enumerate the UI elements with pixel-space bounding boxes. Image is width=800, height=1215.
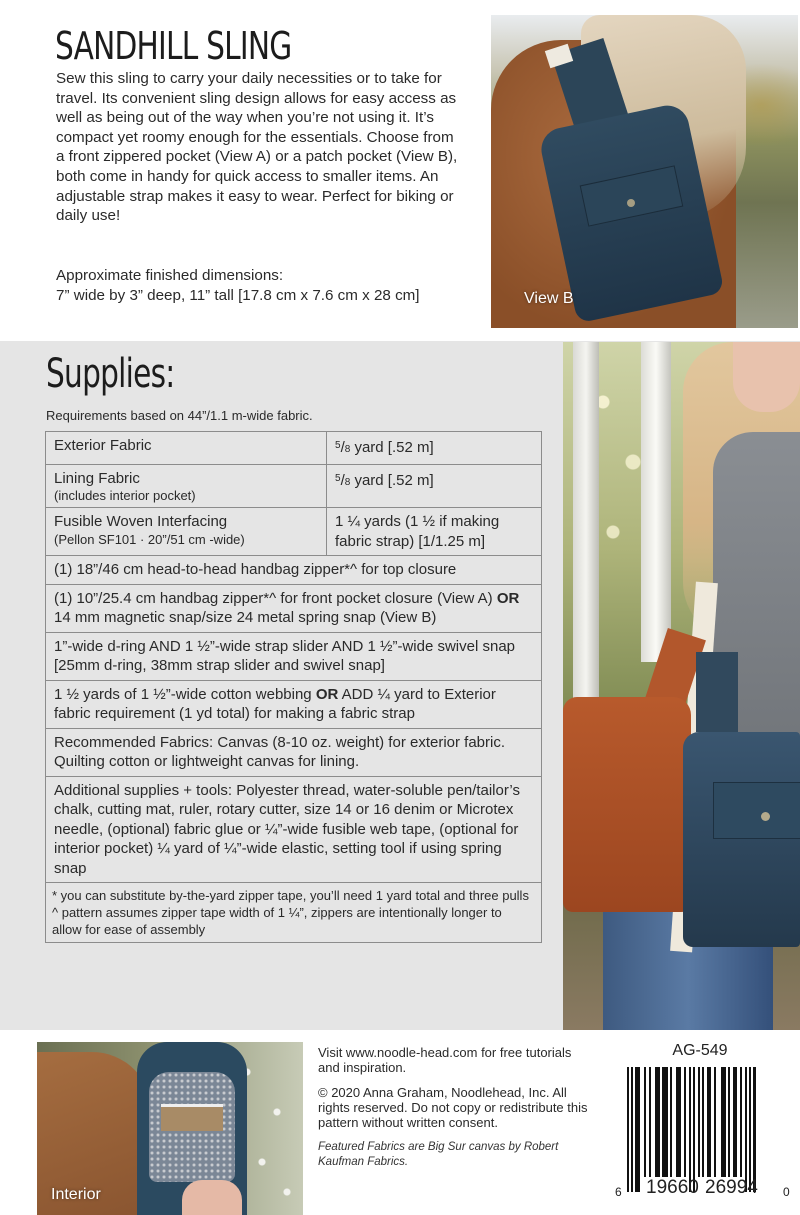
supply-amount: $^5$/8 yard [.52 m]	[327, 432, 542, 465]
item-sublabel: (includes interior pocket)	[54, 488, 196, 503]
patch-pocket-shape	[713, 782, 800, 839]
view-b-label: View B	[524, 290, 574, 307]
interior-label: Interior	[51, 1186, 101, 1203]
finished-dimensions	[56, 266, 476, 305]
featured-fabrics-note: Featured Fabrics are Big Sur canvas by Robert Kaufman Fabrics.	[318, 1141, 559, 1168]
navy-bag-icon	[683, 732, 800, 947]
supply-item	[46, 508, 327, 556]
supply-amount: 1 ¼ yards (1 ½ if making fabric strap) [1/1.25 m]	[327, 508, 542, 556]
item-label: Exterior Fabric	[54, 437, 152, 454]
item-label: Lining Fabric	[54, 469, 140, 487]
amount-text: yard [.52 m]	[350, 471, 434, 489]
fraction-denominator: 8	[344, 444, 351, 455]
table-row	[46, 464, 542, 508]
amount-text: yard [.52 m]	[350, 439, 434, 456]
snap-icon	[627, 199, 635, 207]
supply-full-row	[46, 584, 542, 632]
or-emphasis: OR	[315, 685, 339, 703]
face-shape	[733, 342, 800, 412]
or-emphasis: OR	[496, 589, 520, 607]
supply-full-row: Additional supplies + tools: Polyester thread, water-soluble pen/tailor’s chalk, cutting mat, ruler, rotary cutter, size 14 or 16 denim or Microtex needle, (optional) fabric glue or ¼”-wide fusible web tape, (optional for interior pocket) ¼ yard of ¼”-wide elastic, setting tool if using spring snap	[46, 776, 542, 883]
table-row	[46, 584, 542, 632]
birch-tree-shape	[641, 342, 671, 662]
copyright-notice: © 2020 Anna Graham, Noodlehead, Inc. All rights reserved. Do not copy or redistribute this pattern without written consent.	[318, 1085, 588, 1130]
strap-shape	[696, 652, 738, 732]
footnote: * you can substitute by-the-yard zipper tape, you’ll need 1 yard total and three pulls	[52, 888, 529, 903]
notebook-shape	[161, 1104, 223, 1131]
fraction-numerator: 5	[335, 440, 341, 451]
supplies-heading: Supplies:	[46, 351, 175, 397]
row-text: ADD ¼ yard to Exterior fabric requirement (1 yd total) for making a fabric strap	[54, 685, 496, 722]
table-row	[46, 508, 542, 556]
barcode-digit: 6	[615, 1185, 622, 1199]
two-bags-photo	[563, 342, 800, 1030]
fraction-denominator: 8	[344, 476, 351, 488]
website-note: Visit www.noodle-head.com for free tutorials and inspiration.	[318, 1045, 572, 1075]
table-row	[46, 680, 542, 728]
supply-amount: $^5$/8 yard [.52 m]	[327, 464, 542, 508]
supply-full-row: (1) 18”/46 cm head-to-head handbag zipper*^ for top closure	[46, 556, 542, 585]
dimensions-value: 7” wide by 3” deep, 11” tall [17.8 cm x 7.6 cm x 28 cm]	[56, 286, 420, 304]
snap-icon	[761, 812, 770, 821]
footer-text	[318, 1045, 588, 1180]
supply-full-row: Recommended Fabrics: Canvas (8-10 oz. weight) for exterior fabric. Quilting cotton or lightweight canvas for lining.	[46, 728, 542, 776]
table-row	[46, 883, 542, 943]
barcode-icon	[615, 1067, 795, 1207]
table-row	[46, 776, 542, 883]
view-b-photo	[491, 15, 798, 328]
footnote: ^ pattern assumes zipper tape width of 1 ¼”, zippers are intentionally longer to allow for ease of assembly	[52, 905, 502, 937]
row-text: 14 mm magnetic snap/size 24 metal spring snap (View B)	[54, 609, 437, 626]
sku-code: AG-549	[672, 1042, 728, 1059]
row-text: 1 ½ yards of 1 ½”-wide cotton webbing	[54, 685, 316, 703]
barcode-digits-left: 19660	[646, 1177, 699, 1198]
barcode-digits-right: 26994	[705, 1177, 758, 1198]
barcode-digit: 0	[783, 1185, 790, 1199]
item-sublabel: (Pellon SF101 · 20”/51 cm -wide)	[54, 531, 245, 547]
requirements-note: Requirements based on 44”/1.1 m-wide fabric.	[46, 408, 313, 423]
interior-photo	[37, 1042, 303, 1215]
supply-item	[46, 464, 327, 508]
row-text: (1) 10”/25.4 cm handbag zipper*^ for front pocket closure (View A)	[54, 589, 497, 607]
supplies-table	[45, 431, 542, 943]
dimensions-label: Approximate finished dimensions:	[56, 267, 284, 284]
fraction-numerator: 5	[335, 472, 341, 484]
footnotes	[46, 883, 542, 943]
item-label: Fusible Woven Interfacing	[54, 513, 228, 530]
hand-shape	[182, 1180, 242, 1215]
pattern-description: Sew this sling to carry your daily necessities or to take for travel. Its convenient sling design allows for easy access as well as being out of the way when you’re not using it. It’s compact yet roomy enough for the essentials. Choose from a front zippered pocket (View A) or a patch pocket (View B), both come in handy for quick access to smaller items. An adjustable strap makes it easy to wear. Perfect for biking or daily use!	[56, 70, 458, 225]
table-row	[46, 632, 542, 680]
table-row	[46, 728, 542, 776]
table-row	[46, 432, 542, 465]
pattern-title: SANDHILL SLING	[55, 24, 292, 68]
rust-bag-icon	[563, 697, 691, 912]
table-row	[46, 556, 542, 585]
supply-full-row: 1”-wide d-ring AND 1 ½”-wide strap slider AND 1 ½”-wide swivel snap [25mm d-ring, 38mm strap slider and swivel snap]	[46, 632, 542, 680]
supply-full-row	[46, 680, 542, 728]
barcode-bars	[627, 1067, 777, 1192]
supply-item	[46, 432, 327, 465]
